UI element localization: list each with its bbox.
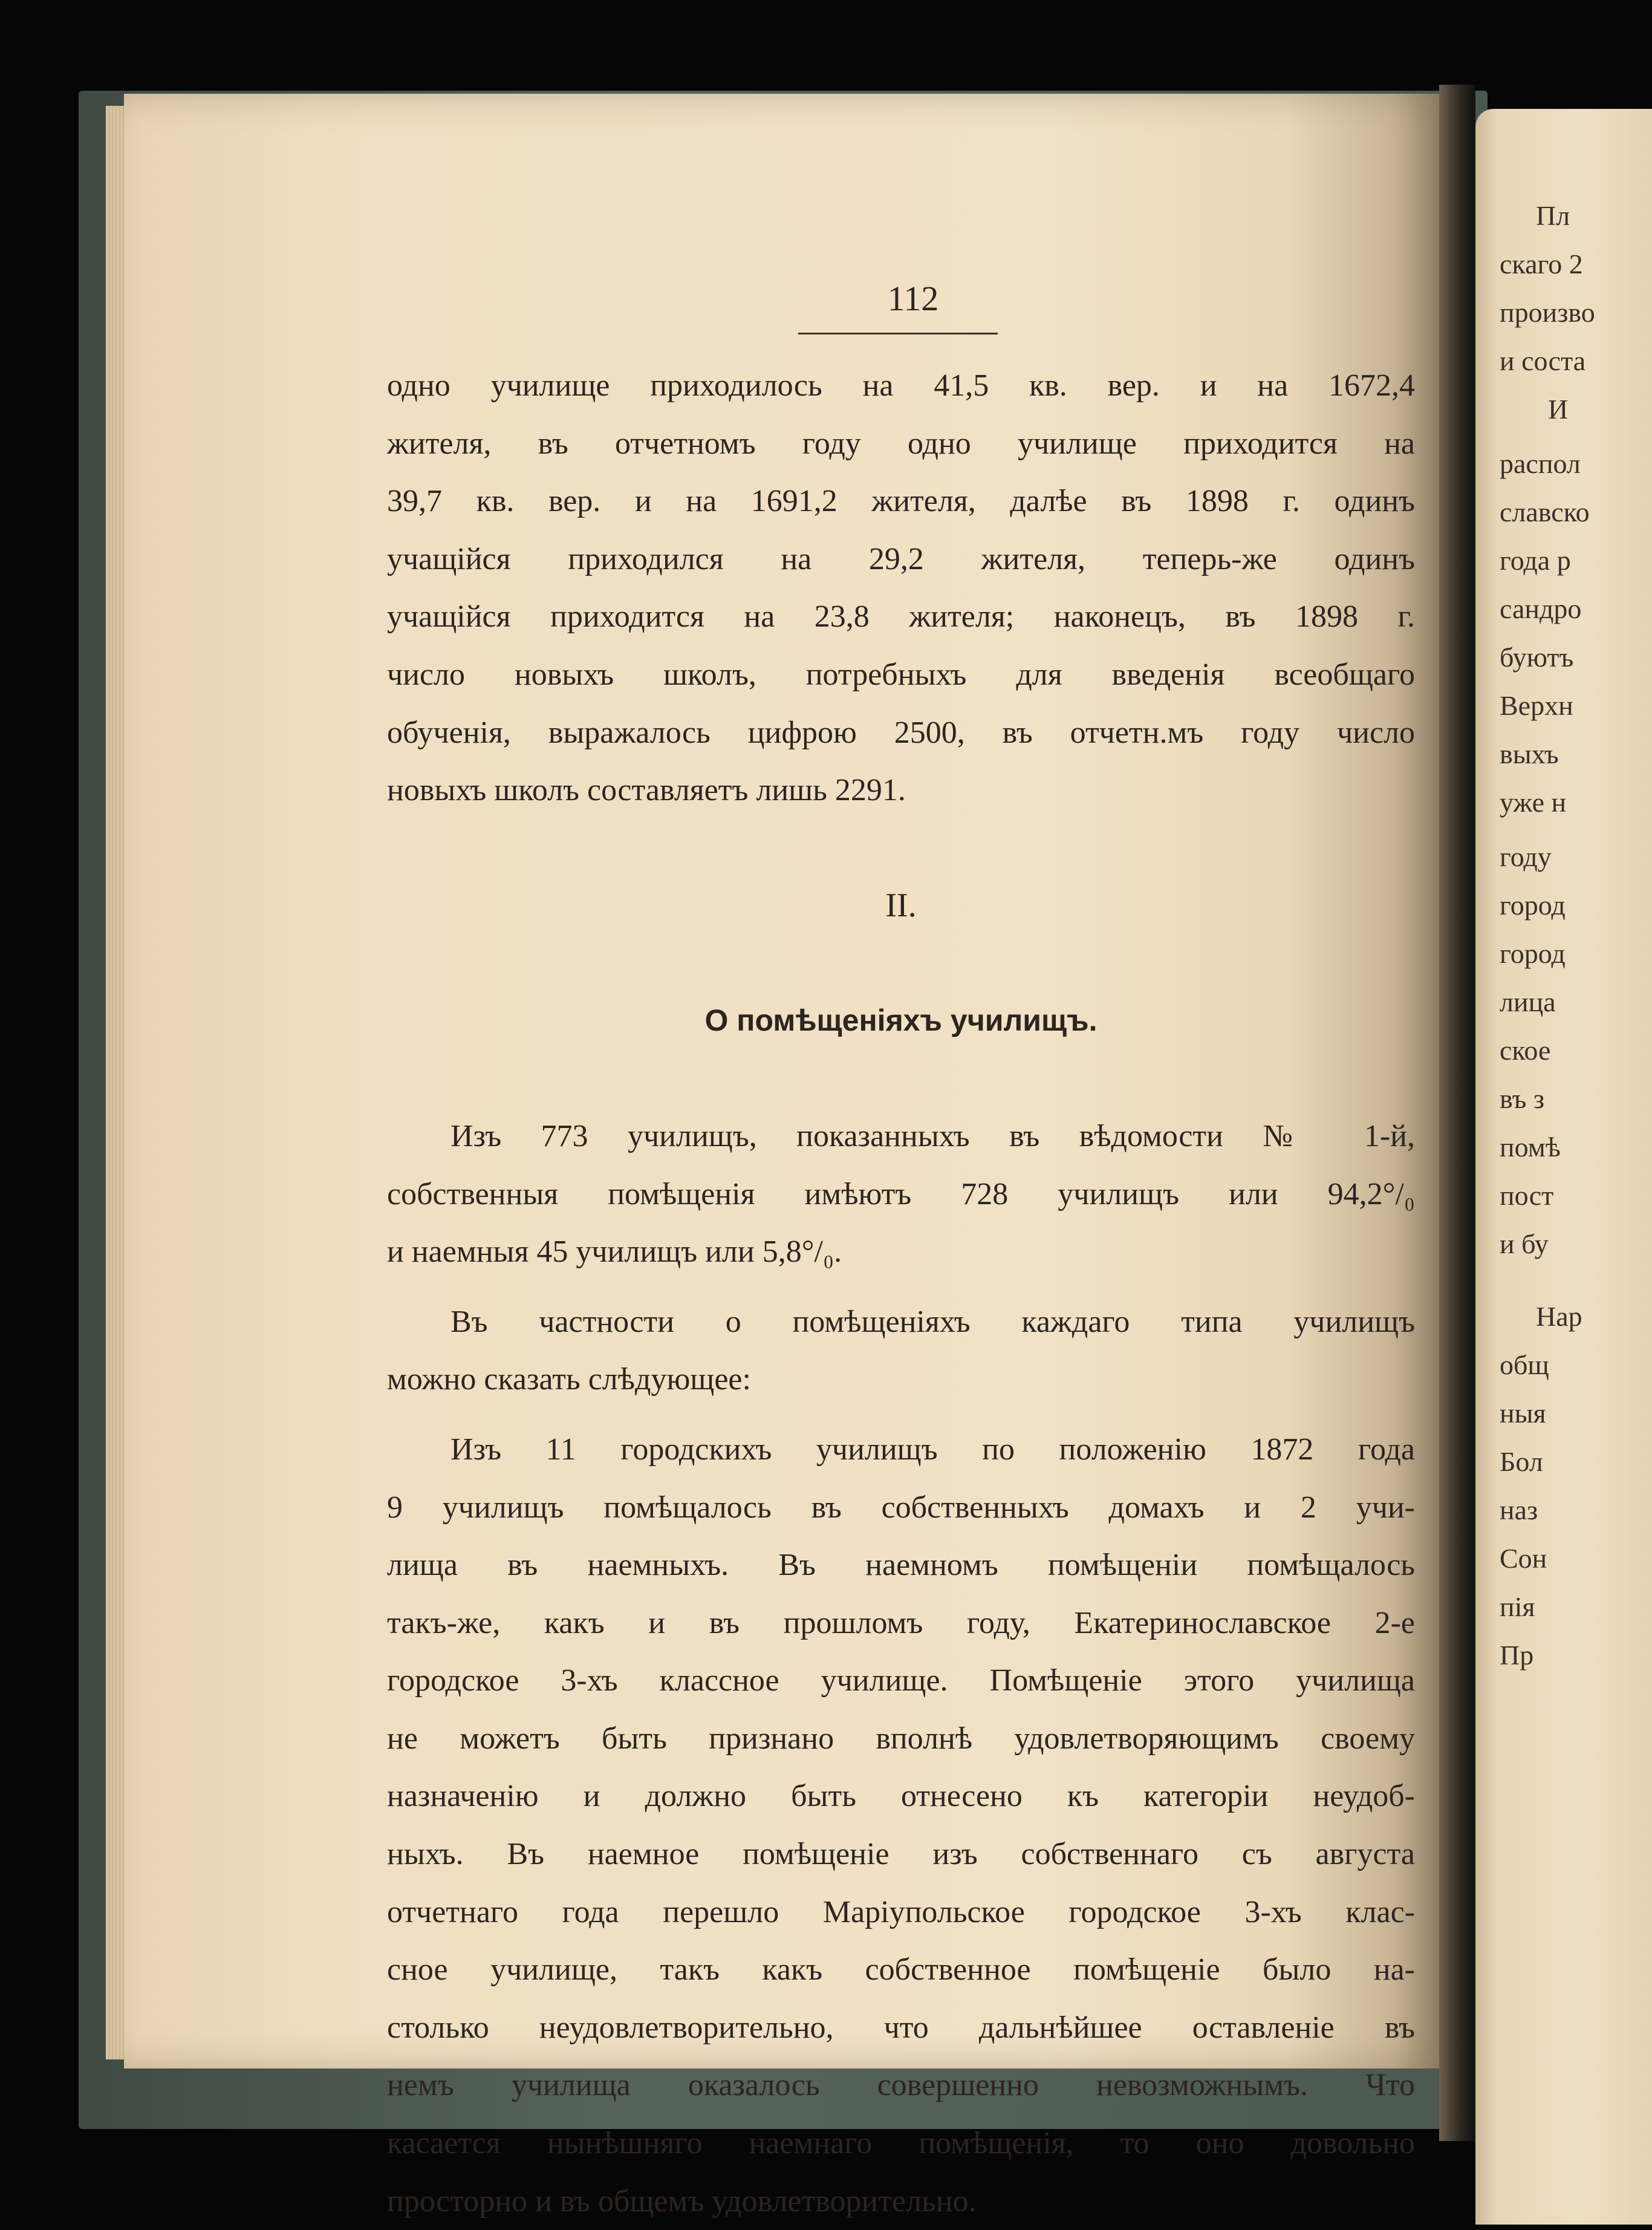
right-page-fragment: выхъ: [1500, 738, 1559, 769]
page-number: 112: [887, 279, 939, 318]
text-line: одно училище приходилось на 41,5 кв. вер. и на 1672,4: [387, 368, 1415, 403]
right-page-fragment: уже н: [1500, 787, 1567, 818]
text-line: учащійся приходится на 23,8 жителя; наконецъ, въ 1898 г.: [387, 599, 1415, 634]
text-line: городское 3-хъ классное училище. Помѣщеніе этого училища: [387, 1663, 1415, 1698]
paragraph-1: [387, 357, 1415, 820]
right-page-fragment: года р: [1500, 545, 1571, 576]
right-page-fragment: помѣ: [1500, 1132, 1561, 1162]
right-page-fragment: Сон: [1500, 1543, 1547, 1574]
right-page-fragment: въ з: [1500, 1083, 1545, 1114]
right-page-fragment: и соста: [1500, 345, 1586, 376]
text-line: Изъ 773 училищъ, показанныхъ въ вѣдомости № 1-й,: [450, 1118, 1415, 1153]
right-page-fragment: сандро: [1500, 593, 1582, 624]
right-page-fragment: наз: [1500, 1495, 1538, 1525]
paragraph-3: [387, 1293, 1415, 1409]
right-page-fragment: годy: [1500, 841, 1552, 872]
right-page-fragment: ское: [1500, 1035, 1551, 1066]
text-line: можно сказать слѣдующее:: [387, 1362, 751, 1397]
section-number: II.: [885, 886, 917, 924]
text-line: столько неудовлетворительно, что дальнѣйшее оставленіе въ: [387, 2010, 1415, 2045]
right-page-fragment: ныя: [1500, 1398, 1546, 1429]
right-page: [1475, 109, 1652, 2225]
right-page-fragment: общ: [1500, 1349, 1549, 1380]
text-line: Въ частности о помѣщеніяхъ каждаго типа училищъ: [450, 1304, 1415, 1339]
right-page-fragment: скаго 2: [1500, 249, 1583, 279]
page-text: [387, 357, 1415, 2230]
text-line: жителя, въ отчетномъ году одно училище приходится на: [387, 426, 1415, 461]
book-gutter: [1439, 85, 1475, 2141]
right-page-fragment: Пр: [1500, 1640, 1534, 1671]
page-number-rule: [798, 333, 998, 334]
text-line: учащійся приходился на 29,2 жителя, теперь-же одинъ: [387, 541, 1415, 576]
right-page-fragment: Бол: [1500, 1446, 1543, 1477]
right-page-fragment: произво: [1500, 297, 1595, 328]
text-line: обученія, выражалось цифрою 2500, въ отчетн.мъ году число: [387, 715, 1415, 750]
right-page-fragment: Нар: [1536, 1301, 1582, 1332]
text-line: 9 училищъ помѣщалось въ собственныхъ домахъ и 2 учи-: [387, 1490, 1415, 1525]
text-line: не можетъ быть признано вполнѣ удовлетворяющимъ своему: [387, 1721, 1415, 1756]
text-line: Изъ 11 городскихъ училищъ по положенію 1872 года: [450, 1432, 1415, 1467]
text-line: немъ училища оказалось совершенно невозможнымъ. Что: [387, 2068, 1415, 2103]
text-line: отчетнаго года перешло Маріупольское городское 3-хъ клас-: [387, 1894, 1415, 1929]
right-page-fragment: город: [1500, 938, 1566, 969]
text-line: назначенію и должно быть отнесено къ категоріи неудоб-: [387, 1779, 1415, 1814]
right-page-fragment: И: [1548, 394, 1569, 425]
section-title: О помѣщеніяхъ училищъ.: [704, 1003, 1098, 1038]
right-page-fragment: славско: [1500, 497, 1590, 527]
right-page-fragment: буютъ: [1500, 642, 1574, 673]
text-line: лища въ наемныхъ. Въ наемномъ помѣщеніи помѣщалось: [387, 1548, 1415, 1583]
text-line: ныхъ. Въ наемное помѣщеніе изъ собственнаго съ августа: [387, 1837, 1415, 1872]
right-page-fragment: и бу: [1500, 1228, 1549, 1259]
right-page-fragment: пост: [1500, 1180, 1554, 1211]
right-page-fragment: Пл: [1536, 200, 1570, 231]
text-line: 39,7 кв. вер. и на 1691,2 жителя, далѣе въ 1898 г. одинъ: [387, 484, 1415, 519]
text-line: и наемныя 45 училищъ или 5,8°/₀.: [387, 1234, 842, 1270]
right-page-fragment: распол: [1500, 448, 1581, 479]
right-page-fragment: Верхн: [1500, 690, 1573, 721]
right-page-fragment: пія: [1500, 1591, 1535, 1622]
text-line: число новыхъ школъ, потребныхъ для введенія всеобщаго: [387, 657, 1415, 692]
text-line: собственныя помѣщенія имѣютъ 728 училищъ или 94,2°/₀: [387, 1176, 1415, 1211]
text-line: сное училище, такъ какъ собственное помѣщеніе было на-: [387, 1952, 1415, 1987]
paragraph-4: [387, 1421, 1415, 2230]
right-page-fragment: лица: [1500, 986, 1556, 1017]
paragraph-2: [387, 1107, 1415, 1281]
right-page-fragment: город: [1500, 890, 1566, 921]
text-line: такъ-же, какъ и въ прошломъ году, Екатеринославское 2-е: [387, 1605, 1415, 1640]
text-line: касается нынѣшняго наемнаго помѣщенія, то оно довольно: [387, 2126, 1415, 2161]
text-line: просторно и въ общемъ удовлетворительно.: [387, 2183, 977, 2219]
text-line: новыхъ школъ составляетъ лишь 2291.: [387, 773, 906, 808]
